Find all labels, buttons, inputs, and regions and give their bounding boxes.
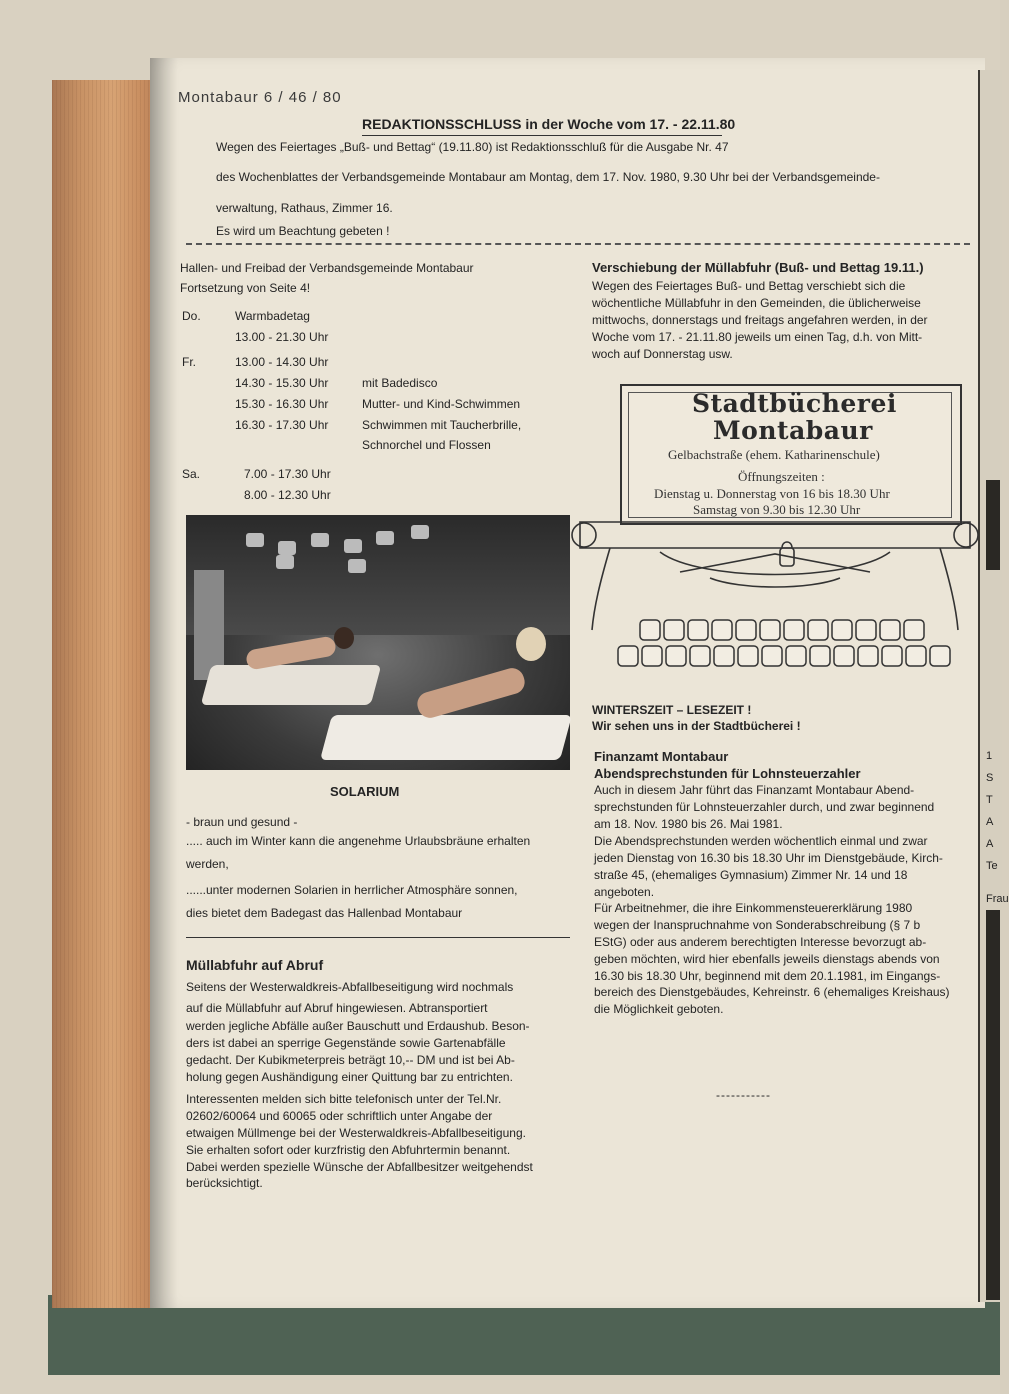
solarium-line: - braun und gesund -	[186, 815, 298, 829]
pool-note: Schwimmen mit Taucherbrille,	[362, 418, 522, 432]
muell-line: Dabei werden spezielle Wünsche der Abfallbesitzer weitgehendst	[186, 1160, 533, 1174]
finanzamt-line: am 18. Nov. 1980 bis 26. Mai 1981.	[594, 817, 783, 831]
deadline-line-3: verwaltung, Rathaus, Zimmer 16.	[216, 201, 393, 215]
pool-day: Fr.	[182, 355, 196, 369]
verschiebung-line: wöchentliche Müllabfuhr in den Gemeinden, die üblicherweise	[592, 296, 921, 310]
pool-continued: Fortsetzung von Seite 4!	[180, 281, 311, 295]
deadline-line-4: Es wird um Beachtung gebeten !	[216, 224, 390, 238]
deadline-heading: REDAKTIONSSCHLUSS in der Woche vom 17. - 22.11.80	[362, 116, 736, 132]
finanzamt-line: jeden Dienstag von 16.30 bis 18.30 Uhr im Dienstgebäude, Kirch-	[594, 851, 943, 865]
deadline-line-1: Wegen des Feiertages „Buß- und Bettag“ (19.11.80) ist Redaktionsschluß für die Ausgabe Nr. 47	[216, 140, 729, 154]
stadtbuecherei-hours-1: Dienstag u. Donnerstag von 16 bis 18.30 Uhr	[654, 486, 890, 501]
muell-line: auf die Müllabfuhr auf Abruf hingewiesen. Abtransportiert	[186, 1001, 488, 1015]
pool-time: 7.00 - 17.30 Uhr	[244, 467, 331, 481]
solarium-divider	[186, 937, 570, 938]
pool-time: 8.00 - 12.30 Uhr	[244, 488, 331, 502]
book-page-edges	[52, 80, 162, 1308]
muell-line: werden jegliche Abfälle außer Bauschutt und Erdaushub. Beson-	[186, 1019, 530, 1033]
stadtbuecherei-hours-2: Samstag von 9.30 bis 12.30 Uhr	[693, 502, 861, 517]
issue-header: Montabaur 6 / 46 / 80	[178, 89, 342, 106]
verschiebung-title: Verschiebung der Müllabfuhr (Buß- und Bettag 19.11.)	[592, 260, 924, 275]
winterzeit-title: WINTERSZEIT – LESEZEIT !	[592, 703, 752, 717]
solarium-line: ......unter modernen Solarien in herrlicher Atmosphäre sonnen,	[186, 883, 518, 897]
muell-line: berücksichtigt.	[186, 1176, 263, 1190]
finanzamt-line: 16.30 bis 18.30 Uhr, beginnend mit dem 20.1.1981, im Eingangs-	[594, 969, 941, 983]
winterzeit-subtitle: Wir sehen uns in der Stadtbücherei !	[592, 719, 801, 733]
solarium-line: werden,	[186, 857, 229, 871]
muell-line: holung gegen Aushändigung einer Quittung bar zu entrichten.	[186, 1070, 513, 1084]
finanzamt-line: Die Abendsprechstunden werden wöchentlich einmal und zwar	[594, 834, 928, 848]
finanzamt-line: straße 45, (ehemaliges Gymnasium) Zimmer Nr. 14 und 18	[594, 868, 908, 882]
muell-line: Seitens der Westerwaldkreis-Abfallbeseitigung wird nochmals	[186, 980, 514, 994]
pool-note: Schnorchel und Flossen	[362, 438, 491, 452]
finanzamt-end-mark: -----------	[716, 1088, 771, 1102]
pool-time: 15.30 - 16.30 Uhr	[235, 397, 329, 411]
pool-day: Sa.	[182, 467, 201, 481]
verschiebung-line: Wegen des Feiertages Buß- und Bettag verschiebt sich die	[592, 279, 906, 293]
finanzamt-line: Auch in diesem Jahr führt das Finanzamt Montabaur Abend-	[594, 783, 915, 797]
muell-line: etwaigen Müllmenge bei der Westerwaldkreis-Abfallbeseitigung.	[186, 1126, 526, 1140]
finanzamt-line: angeboten.	[594, 885, 655, 899]
finanzamt-line: bereich des Dienstgebäudes, Kehreinstr. 6 (ehemaliges Kreishaus)	[594, 985, 950, 999]
finanzamt-line: sprechstunden für Lohnsteuerzahler durch, und zwar beginnend	[594, 800, 935, 814]
finanzamt-line: die Möglichkeit geboten.	[594, 1002, 724, 1016]
pool-time: 13.00 - 21.30 Uhr	[235, 330, 329, 344]
finanzamt-line: wegen der Inanspruchnahme von Sonderabschreibung (§ 7 b	[594, 918, 921, 932]
muell-line: 02602/60064 und 60065 oder schriftlich unter Angabe der	[186, 1109, 493, 1123]
pool-time: 13.00 - 14.30 Uhr	[235, 355, 329, 369]
pool-time: 14.30 - 15.30 Uhr	[235, 376, 329, 390]
verschiebung-line: woch auf Donnerstag usw.	[592, 347, 733, 361]
muell-line: Interessenten melden sich bitte telefonisch unter der Tel.Nr.	[186, 1092, 502, 1106]
verschiebung-line: mittwochs, donnerstags und freitags angefahren werden, in der	[592, 313, 928, 327]
finanzamt-line: geben möchten, wird hier ebenfalls jeweils dienstags abends von	[594, 952, 940, 966]
muell-line: ders ist dabei an sperrige Gegenstände sowie Gartenabfälle	[186, 1036, 506, 1050]
muell-title: Müllabfuhr auf Abruf	[186, 957, 324, 973]
finanzamt-subtitle: Abendsprechstunden für Lohnsteuerzahler	[594, 766, 861, 781]
pool-note: mit Badedisco	[362, 376, 438, 390]
solarium-line: ..... auch im Winter kann die angenehme Urlaubsbräune erhalten	[186, 834, 531, 848]
page-gutter-shadow	[150, 58, 178, 1308]
muell-line: Sie erhalten sofort oder kurzfristig den Abfuhrtermin benannt.	[186, 1143, 511, 1157]
finanzamt-line: Für Arbeitnehmer, die ihre Einkommensteuererklärung 1980	[594, 901, 913, 915]
deadline-line-2: des Wochenblattes der Verbandsgemeinde Montabaur am Montag, dem 17. Nov. 1980, 9.30 Uhr bei der Verbandsgemeinde-	[216, 170, 880, 184]
adjacent-page-photo-lower	[986, 900, 1000, 1300]
verschiebung-line: Woche vom 17. - 21.11.80 jeweils um einen Tag, d.h. von Mitt-	[592, 330, 923, 344]
deadline-heading-underline	[362, 135, 722, 136]
stadtbuecherei-name: Stadtbücherei	[692, 389, 897, 418]
stadtbuecherei-address: Gelbachstraße (ehem. Katharinenschule)	[668, 447, 880, 462]
pool-time: 16.30 - 17.30 Uhr	[235, 418, 329, 432]
adjacent-page-text: 1 S T A A Te	[986, 750, 998, 872]
solarium-photo	[186, 515, 570, 770]
adjacent-page-word: Frau	[986, 888, 1000, 910]
adjacent-page-photo	[986, 480, 1000, 570]
solarium-line: dies bietet dem Badegast das Hallenbad Montabaur	[186, 906, 463, 920]
muell-line: gedacht. Der Kubikmeterpreis beträgt 10,-- DM und ist bei Ab-	[186, 1053, 515, 1067]
pool-note: Mutter- und Kind-Schwimmen	[362, 397, 521, 411]
pool-day: Do.	[182, 309, 201, 323]
pool-title: Hallen- und Freibad der Verbandsgemeinde Montabaur	[180, 261, 474, 275]
typewriter-illustration	[570, 512, 980, 677]
stadtbuecherei-city: Montabaur	[713, 416, 873, 445]
section-divider	[186, 243, 970, 245]
pool-time: Warmbadetag	[235, 309, 310, 323]
stadtbuecherei-hours-label: Öffnungszeiten :	[738, 469, 825, 484]
finanzamt-title: Finanzamt Montabaur	[594, 749, 729, 764]
solarium-caption: SOLARIUM	[330, 784, 400, 799]
finanzamt-line: EStG) oder aus anderem berechtigten Interesse bevorzugt ab-	[594, 935, 927, 949]
